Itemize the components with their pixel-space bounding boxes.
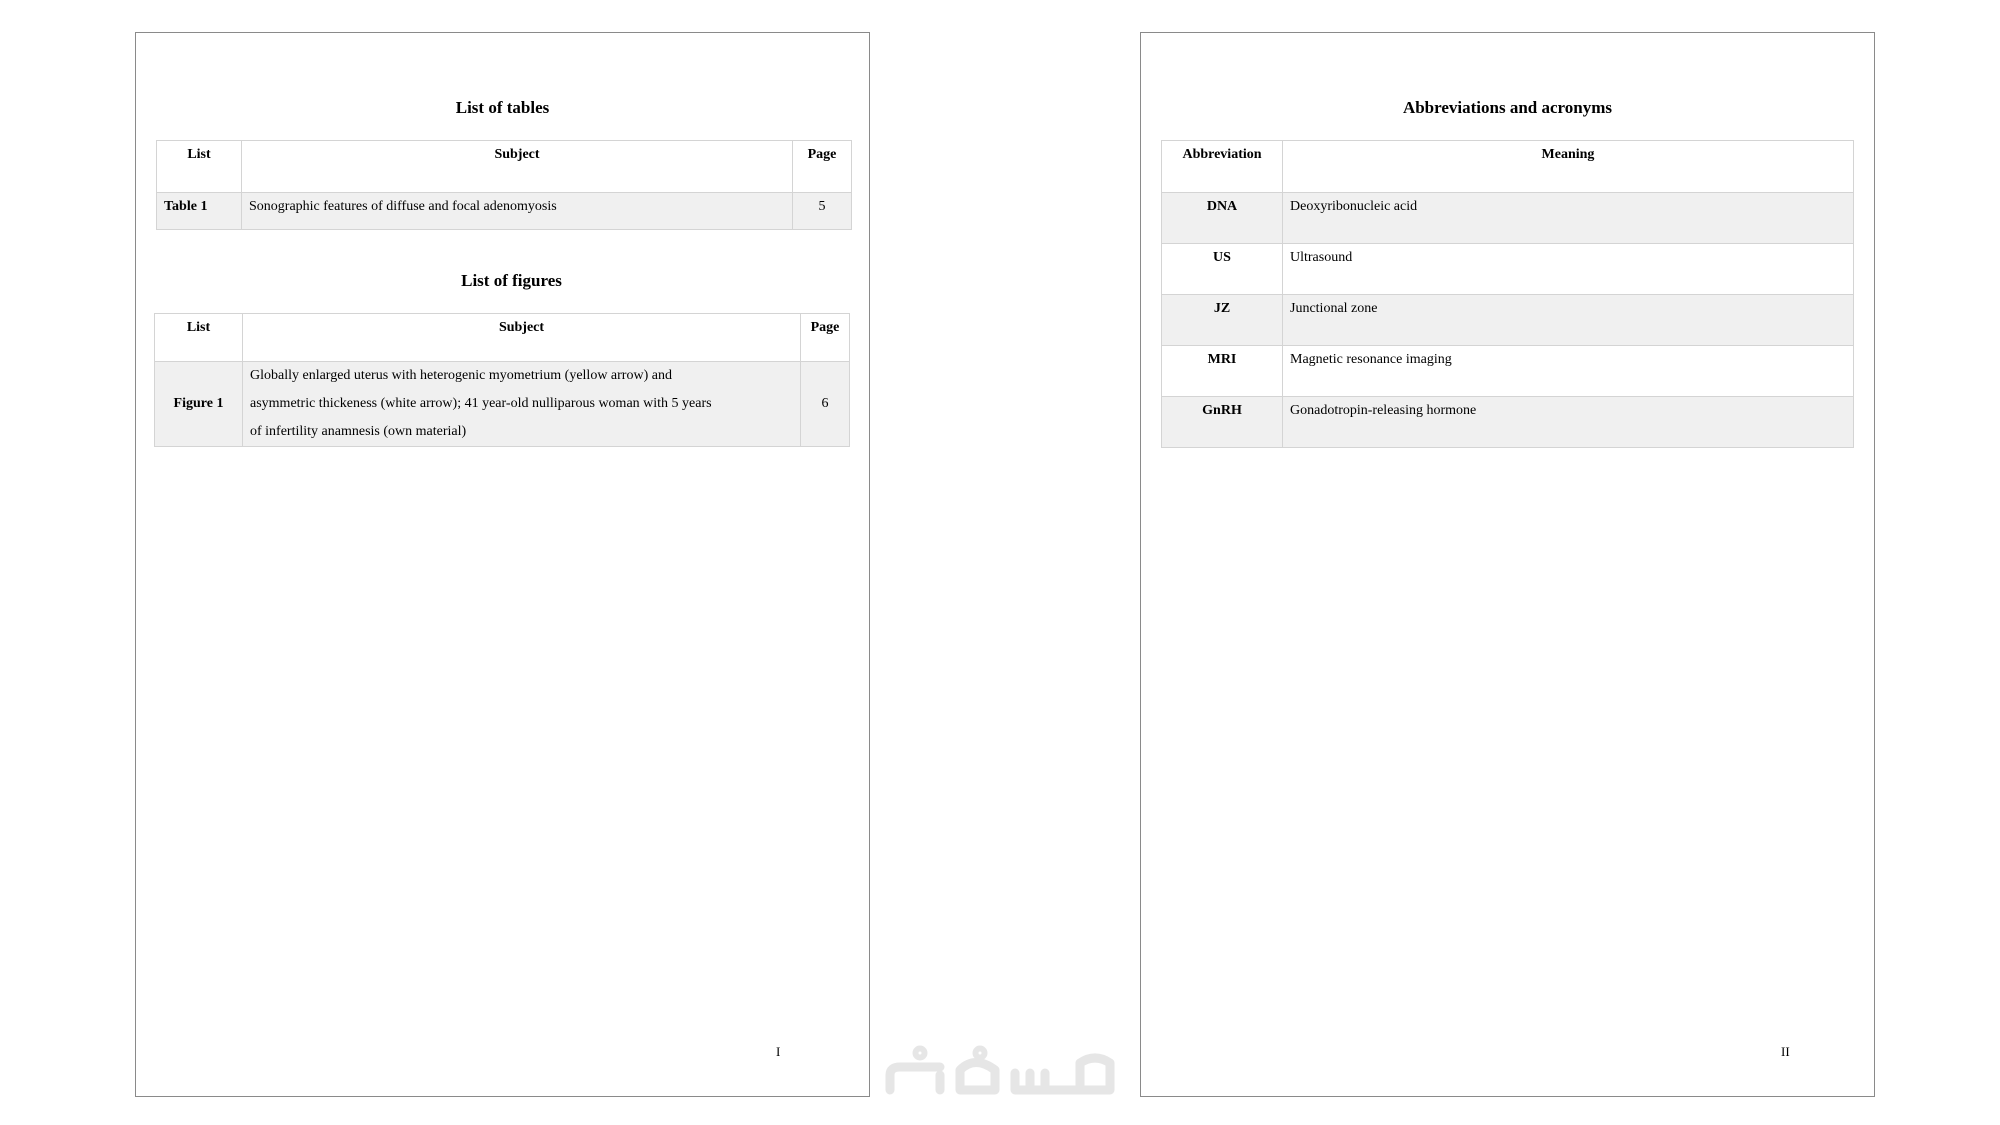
figure-list-cell: Figure 1 (155, 362, 243, 447)
abbreviation-cell: JZ (1162, 295, 1283, 346)
abbreviations-heading: Abbreviations and acronyms (1402, 98, 1613, 117)
column-header-page: Page (801, 314, 850, 362)
table-row (1162, 193, 1854, 244)
table-header-row (157, 141, 852, 193)
column-header-abbreviation: Abbreviation (1162, 141, 1283, 193)
table-header-row (155, 314, 850, 362)
figure-subject-line: Globally enlarged uterus with heterogenic myometrium (yellow arrow) and (250, 368, 672, 383)
meaning-cell: Ultrasound (1283, 244, 1854, 295)
meaning-cell: Magnetic resonance imaging (1283, 346, 1854, 397)
list-of-tables-table (156, 140, 852, 230)
document-page-right (1140, 32, 1875, 1097)
table-page-cell: 5 (793, 193, 852, 230)
meaning-cell: Gonadotropin-releasing hormone (1283, 397, 1854, 448)
meaning-cell: Junctional zone (1283, 295, 1854, 346)
document-page-left (135, 32, 870, 1097)
abbreviation-cell: DNA (1162, 193, 1283, 244)
column-header-subject: Subject (243, 314, 801, 362)
page-number: I (776, 1044, 781, 1059)
abbreviation-cell: MRI (1162, 346, 1283, 397)
figure-page-cell: 6 (801, 362, 850, 447)
abbreviation-cell: US (1162, 244, 1283, 295)
column-header-subject: Subject (242, 141, 793, 193)
figure-subject-line: of infertility anamnesis (own material) (250, 424, 467, 439)
table-subject-cell: Sonographic features of diffuse and focal adenomyosis (242, 193, 793, 230)
table-list-cell: Table 1 (157, 193, 242, 230)
column-header-list: List (157, 141, 242, 193)
list-of-figures-table (154, 313, 850, 447)
abbreviation-cell: GnRH (1162, 397, 1283, 448)
list-of-tables-heading: List of tables (455, 98, 550, 117)
list-of-figures-heading: List of figures (461, 271, 562, 290)
table-row (157, 193, 852, 230)
watermark-logo (880, 1045, 1125, 1105)
column-header-meaning: Meaning (1283, 141, 1854, 193)
table-row (1162, 397, 1854, 448)
figure-subject-line: asymmetric thickeness (white arrow); 41 year-old nulliparous woman with 5 years (250, 396, 712, 411)
figure-subject-cell (243, 362, 801, 447)
abbreviations-table (1161, 140, 1854, 448)
table-header-row (1162, 141, 1854, 193)
column-header-page: Page (793, 141, 852, 193)
meaning-cell: Deoxyribonucleic acid (1283, 193, 1854, 244)
table-row (1162, 244, 1854, 295)
column-header-list: List (155, 314, 243, 362)
table-row (1162, 346, 1854, 397)
table-row (1162, 295, 1854, 346)
table-row (155, 362, 850, 447)
page-number: II (1781, 1044, 1790, 1059)
